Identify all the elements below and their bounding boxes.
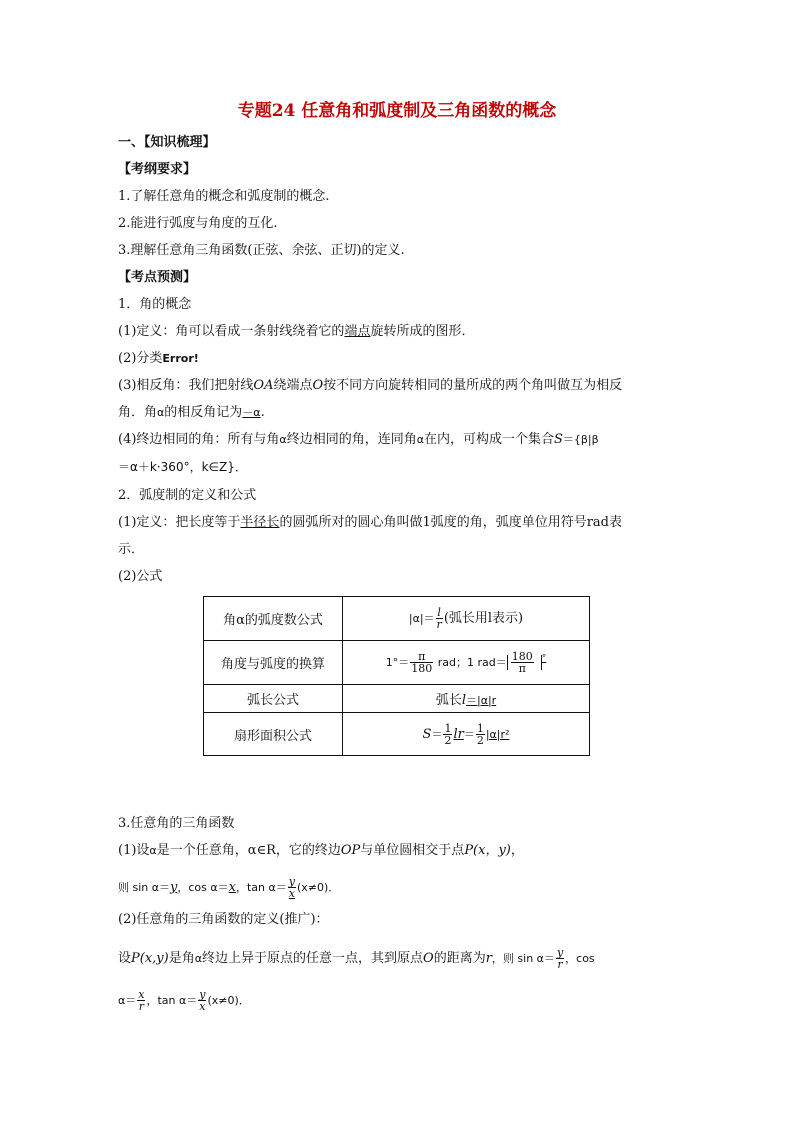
numerator: y (288, 875, 295, 888)
underlined-math: y (170, 880, 178, 895)
table-row (204, 597, 590, 641)
fraction (288, 876, 296, 899)
paragraph-line (118, 843, 678, 859)
table-cell (343, 641, 590, 685)
math-var: O (423, 951, 434, 966)
prediction-heading: 【考点预测】 (118, 270, 197, 285)
math-var: α (416, 433, 424, 446)
table-row (204, 713, 590, 756)
text: 是一个任意角，α∈R，它的终边 (156, 843, 341, 858)
denominator: r (557, 958, 563, 971)
section-heading: 一、【知识梳理】 (118, 135, 216, 150)
bracket-open (507, 655, 510, 670)
underlined-text: 端点 (344, 324, 371, 339)
math-text: |α|＝ (408, 612, 435, 625)
subsection-heading: 2．弧度制的定义和公式 (118, 488, 257, 503)
math-var: α (279, 433, 287, 446)
table-cell (343, 685, 590, 713)
denominator: 2 (476, 733, 484, 747)
fraction (476, 723, 485, 746)
denominator: 2 (444, 733, 452, 747)
paragraph-line (118, 324, 678, 340)
denominator: r (436, 618, 442, 631)
text: (1)设 (118, 843, 150, 858)
text: 是角 (168, 951, 195, 966)
paragraph-line (118, 351, 678, 367)
denominator: x (288, 887, 295, 900)
paragraph-line (118, 947, 678, 970)
text: 在内，可构成一个集合 (423, 432, 554, 447)
math-var: P(x,y) (131, 951, 169, 966)
denominator: r (138, 1000, 144, 1013)
table-cell: 角α的弧度数公式 (204, 597, 343, 641)
math-text: α＝ (118, 994, 137, 1007)
underlined-math: x (228, 880, 236, 895)
subsection-heading: 1．角的概念 (118, 297, 192, 312)
text: 按不同方向旋转相同的量所成的两个角叫做互为相反 (323, 378, 623, 393)
table-cell (343, 713, 590, 756)
denominator: π (518, 662, 526, 675)
requirement-item: 3.理解任意角三角函数(正弦、余弦、正切)的定义. (118, 243, 405, 258)
math-text: 则 sin α＝ (118, 881, 171, 894)
numerator: x (138, 988, 145, 1001)
text: 旋转所成的图形． (370, 324, 475, 339)
text: . (260, 405, 265, 420)
paragraph-line (118, 405, 678, 421)
text: 设 (118, 951, 132, 966)
math-var: S (553, 432, 563, 447)
math-var: α (149, 844, 157, 857)
paragraph-line (118, 876, 678, 899)
numerator: 1 (476, 721, 484, 735)
math-var: α (157, 406, 165, 419)
page-title: 专题24 任意角和弧度制及三角函数的概念 (237, 101, 557, 121)
paragraph-line (118, 515, 678, 531)
table-row (204, 641, 590, 685)
requirement-item: 1.了解任意角的概念和弧度制的概念. (118, 189, 330, 204)
text: 与单位圆相交于点 (360, 843, 465, 858)
paragraph-line (118, 432, 678, 448)
text: 终边相同的角，连同角 (286, 432, 417, 447)
subsection-heading: (2)任意角的三角函数的定义(推广)： (118, 912, 329, 927)
paragraph-line: ＝α＋k·360°，k∈Z}． (118, 460, 247, 474)
math-text: (x≠0)． (207, 994, 250, 1007)
math-text: ＝ (431, 727, 443, 741)
table-cell: 弧长公式 (204, 685, 343, 713)
numerator: l (437, 606, 441, 619)
numerator: y (556, 946, 564, 959)
text: 的圆弧所对的圆心角叫做1弧度的角，弧度单位用符号rad表 (279, 515, 622, 530)
subsection-heading: 3.任意角的三角函数 (118, 816, 235, 831)
fraction (410, 651, 433, 674)
fraction (137, 989, 145, 1012)
table-cell: 角度与弧度的换算 (204, 641, 343, 685)
math-text: rad；1 rad＝ (434, 656, 507, 669)
math-var: r (485, 951, 492, 966)
math-var: P(x，y) (464, 843, 511, 858)
fraction (443, 723, 452, 746)
text: (1)定义：角可以看成一条射线绕着它的 (118, 324, 345, 339)
text: 的距离为 (433, 951, 486, 966)
text: (3)相反角：我们把射线 (118, 378, 254, 393)
numerator: 1 (444, 721, 452, 735)
text: 终边上异于原点的任意一点，其到原点 (202, 951, 424, 966)
math-var: OA (253, 378, 274, 393)
math-var: S (422, 726, 432, 742)
requirements-heading: 【考纲要求】 (118, 162, 197, 177)
fraction (436, 607, 443, 630)
paragraph-line (118, 989, 678, 1012)
error-text: Error! (162, 352, 199, 365)
bracket-close (535, 655, 542, 670)
text: 绕端点 (273, 378, 313, 393)
text: (2)分类 (118, 351, 163, 366)
math-text: (x≠0)． (296, 881, 340, 894)
math-text: ，cos (565, 952, 595, 965)
math-text: ＝{β|β (562, 433, 599, 446)
text: ， (510, 843, 524, 858)
text: 弧长 (435, 693, 462, 708)
math-var: lr (453, 726, 464, 742)
math-text: ，tan α＝ (235, 881, 287, 894)
paragraph-line: (2)公式 (118, 569, 163, 584)
math-var: OP (340, 843, 361, 858)
table-row (204, 685, 590, 713)
underlined-text: 半径长 (240, 515, 280, 530)
table-cell (343, 597, 590, 641)
math-var: l (461, 693, 466, 708)
text: (1)定义：把长度等于 (118, 515, 241, 530)
table-cell: 扇形面积公式 (204, 713, 343, 756)
math-text: ° (541, 653, 547, 664)
text: (弧长用l表示) (443, 611, 524, 626)
math-var: O (312, 378, 324, 393)
text: 角．角 (118, 405, 158, 420)
denominator: 180 (411, 662, 433, 675)
math-text: 1°＝ (385, 656, 410, 669)
paragraph-line: 示． (118, 542, 145, 557)
paragraph-line (118, 378, 678, 394)
math-text: ，tan α＝ (146, 994, 198, 1007)
fraction (198, 989, 206, 1012)
numerator: y (199, 988, 206, 1001)
math-text: ，cos α＝ (177, 881, 229, 894)
fraction (511, 651, 534, 674)
text: 的相反角记为 (164, 405, 243, 420)
math-text: ＝ (463, 727, 475, 741)
underlined-math: －α (242, 406, 261, 419)
denominator: x (199, 1000, 206, 1013)
text: (4)终边相同的角：所有与角 (118, 432, 280, 447)
underlined-math: ＝|α|r (466, 694, 497, 707)
numerator: π (410, 651, 433, 663)
requirement-item: 2.能进行弧度与角度的互化. (118, 216, 278, 231)
fraction (556, 947, 564, 970)
math-var: α (194, 952, 202, 965)
underlined-math: |α|r² (485, 727, 510, 741)
numerator: 180 (511, 650, 533, 663)
math-text: ，则 sin α＝ (491, 952, 555, 965)
formula-table (203, 596, 590, 756)
